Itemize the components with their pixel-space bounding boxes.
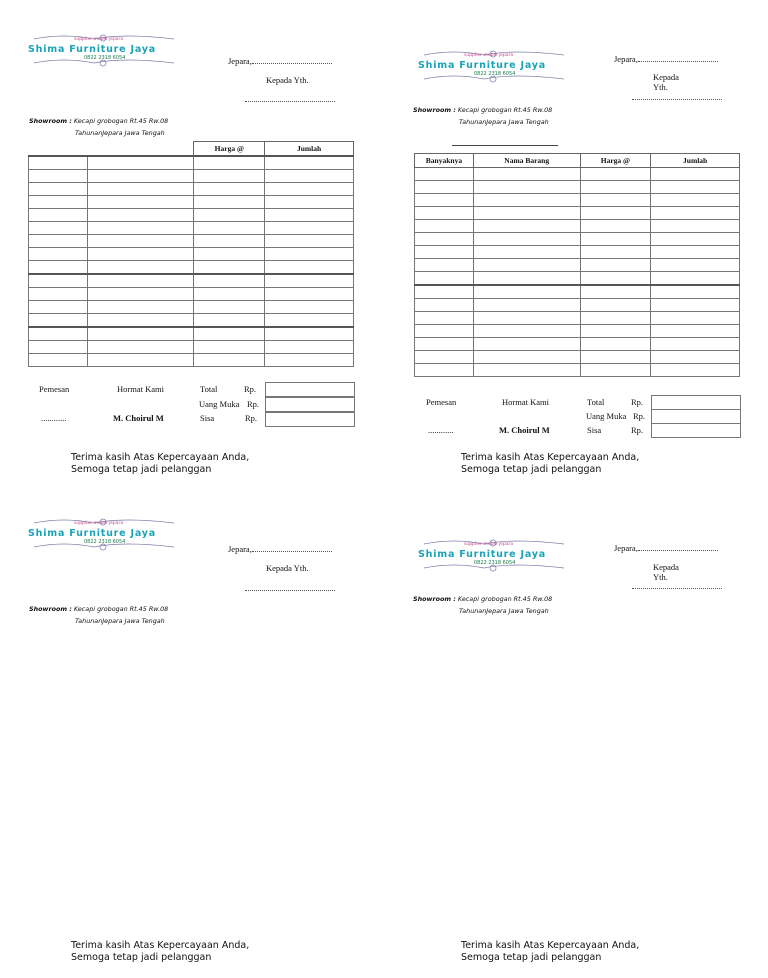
recipient-label: Kepada Yth. [653,72,679,92]
sisa-label: Sisa [200,413,215,423]
company-tagline: supplier mebel jepara [74,521,124,526]
recipient-label: Kepada Yth. [266,563,309,573]
company-phone: 0822 2318 6054 [474,560,516,566]
table-row[interactable] [415,285,740,299]
col-header-name: Nama Barang [473,154,580,168]
thanks-line2: Semoga tetap jadi pelanggan [71,464,212,475]
thank-you-message [461,452,639,476]
col-header-amount: Jumlah [265,142,354,157]
table-row[interactable] [415,312,740,325]
showroom-label: Showroom : [29,117,72,125]
table-row[interactable] [415,351,740,364]
signer-name: M. Choirul M [499,425,550,435]
date-field[interactable] [638,542,718,551]
recipient-field[interactable] [632,98,722,100]
company-phone: 0822 2318 6054 [474,71,516,77]
thanks-line1: Terima kasih Atas Kepercayaan Anda, [71,452,250,463]
table-row[interactable] [415,299,740,312]
pemesan-label: Pemesan [39,384,70,394]
place-date [228,543,332,554]
table-row[interactable] [415,364,740,377]
total-rp: Rp. [244,384,257,394]
showroom-line2: TahunanJepara Jawa Tengah [75,129,165,137]
showroom-line1: Kecapi grobogan Rt.45 Rw.08 [73,605,169,613]
place-date [614,53,718,64]
showroom-label: Showroom : [29,605,72,613]
hormat-label: Hormat Kami [117,384,164,394]
recipient-field[interactable] [245,589,335,591]
sisa-label: Sisa [587,425,602,435]
thanks-line2: Semoga tetap jadi pelanggan [461,464,602,475]
thank-you-message [461,940,639,964]
date-field[interactable] [252,543,332,552]
uang-muka-rp: Rp. [247,399,260,409]
showroom-line2: TahunanJepara Jawa Tengah [459,607,549,615]
thanks-line2: Semoga tetap jadi pelanggan [71,952,212,963]
col-header-price: Harga @ [580,154,651,168]
col-header-amount: Jumlah [651,154,740,168]
recipient-label: Kepada Yth. [266,75,309,85]
company-name: Shima Furniture Jaya [418,60,546,71]
showroom-line1: Kecapi grobogan Rt.45 Rw.08 [457,106,553,114]
pemesan-label: Pemesan [426,397,457,407]
thanks-line1: Terima kasih Atas Kepercayaan Anda, [461,452,640,463]
company-logo [414,538,572,572]
total-label: Total [587,397,605,407]
sisa-rp: Rp. [631,425,644,435]
hormat-label: Hormat Kami [502,397,549,407]
thank-you-message [71,940,249,964]
table-header-row [415,154,740,168]
thanks-line1: Terima kasih Atas Kepercayaan Anda, [71,940,250,951]
showroom-label: Showroom : [413,106,456,114]
table-row[interactable] [415,246,740,259]
showroom-line1: Kecapi grobogan Rt.45 Rw.08 [457,595,553,603]
uang-muka-field[interactable] [651,409,741,424]
showroom-line1: Kecapi grobogan Rt.45 Rw.08 [73,117,169,125]
nota-field[interactable] [452,145,558,146]
pemesan-signature-field[interactable]: ............ [428,425,454,435]
total-rp: Rp. [631,397,644,407]
sisa-field[interactable] [651,423,741,438]
company-name: Shima Furniture Jaya [418,549,546,560]
items-table [414,153,740,377]
table-row[interactable] [415,259,740,272]
sisa-rp: Rp. [245,413,258,423]
showroom-line2: TahunanJepara Jawa Tengah [459,118,549,126]
company-logo [24,517,182,551]
table-row[interactable] [415,220,740,233]
table-row[interactable] [415,272,740,286]
place-label: Jepara, [228,56,252,66]
total-label: Total [200,384,218,394]
company-tagline: supplier mebel jepara [74,37,124,42]
table-row[interactable] [415,181,740,194]
company-name: Shima Furniture Jaya [28,528,156,539]
showroom-address [413,593,552,617]
thanks-line2: Semoga tetap jadi pelanggan [461,952,602,963]
company-tagline: supplier mebel jepara [464,542,514,547]
place-label: Jepara, [614,54,638,64]
place-label: Jepara, [614,543,638,553]
table-row[interactable] [415,338,740,351]
company-tagline: supplier mebel jepara [464,53,514,58]
total-field[interactable] [651,395,741,410]
table-row[interactable] [415,233,740,246]
col-header-qty: Banyaknya [415,154,474,168]
company-name: Shima Furniture Jaya [28,44,156,55]
signer-name: M. Choirul M [113,413,164,423]
showroom-address [29,603,168,627]
recipient-label: Kepada Yth. [653,562,679,582]
uang-muka-label: Uang Muka [199,399,240,409]
thanks-line1: Terima kasih Atas Kepercayaan Anda, [461,940,640,951]
uang-muka-rp: Rp. [633,411,646,421]
table-row[interactable] [415,194,740,207]
recipient-field[interactable] [632,587,722,589]
company-logo [414,49,572,83]
company-phone: 0822 2318 6054 [84,539,126,545]
company-phone: 0822 2318 6054 [84,55,126,61]
showroom-address [413,104,552,128]
table-row[interactable] [415,168,740,181]
showroom-label: Showroom : [413,595,456,603]
place-date [614,542,718,553]
uang-muka-label: Uang Muka [586,411,627,421]
table-row[interactable] [415,325,740,338]
table-row[interactable] [415,207,740,220]
col-header-price: Harga @ [194,142,265,157]
place-label: Jepara, [228,544,252,554]
showroom-line2: TahunanJepara Jawa Tengah [75,617,165,625]
pemesan-signature-field[interactable]: ............ [41,413,67,423]
date-field[interactable] [638,53,718,62]
